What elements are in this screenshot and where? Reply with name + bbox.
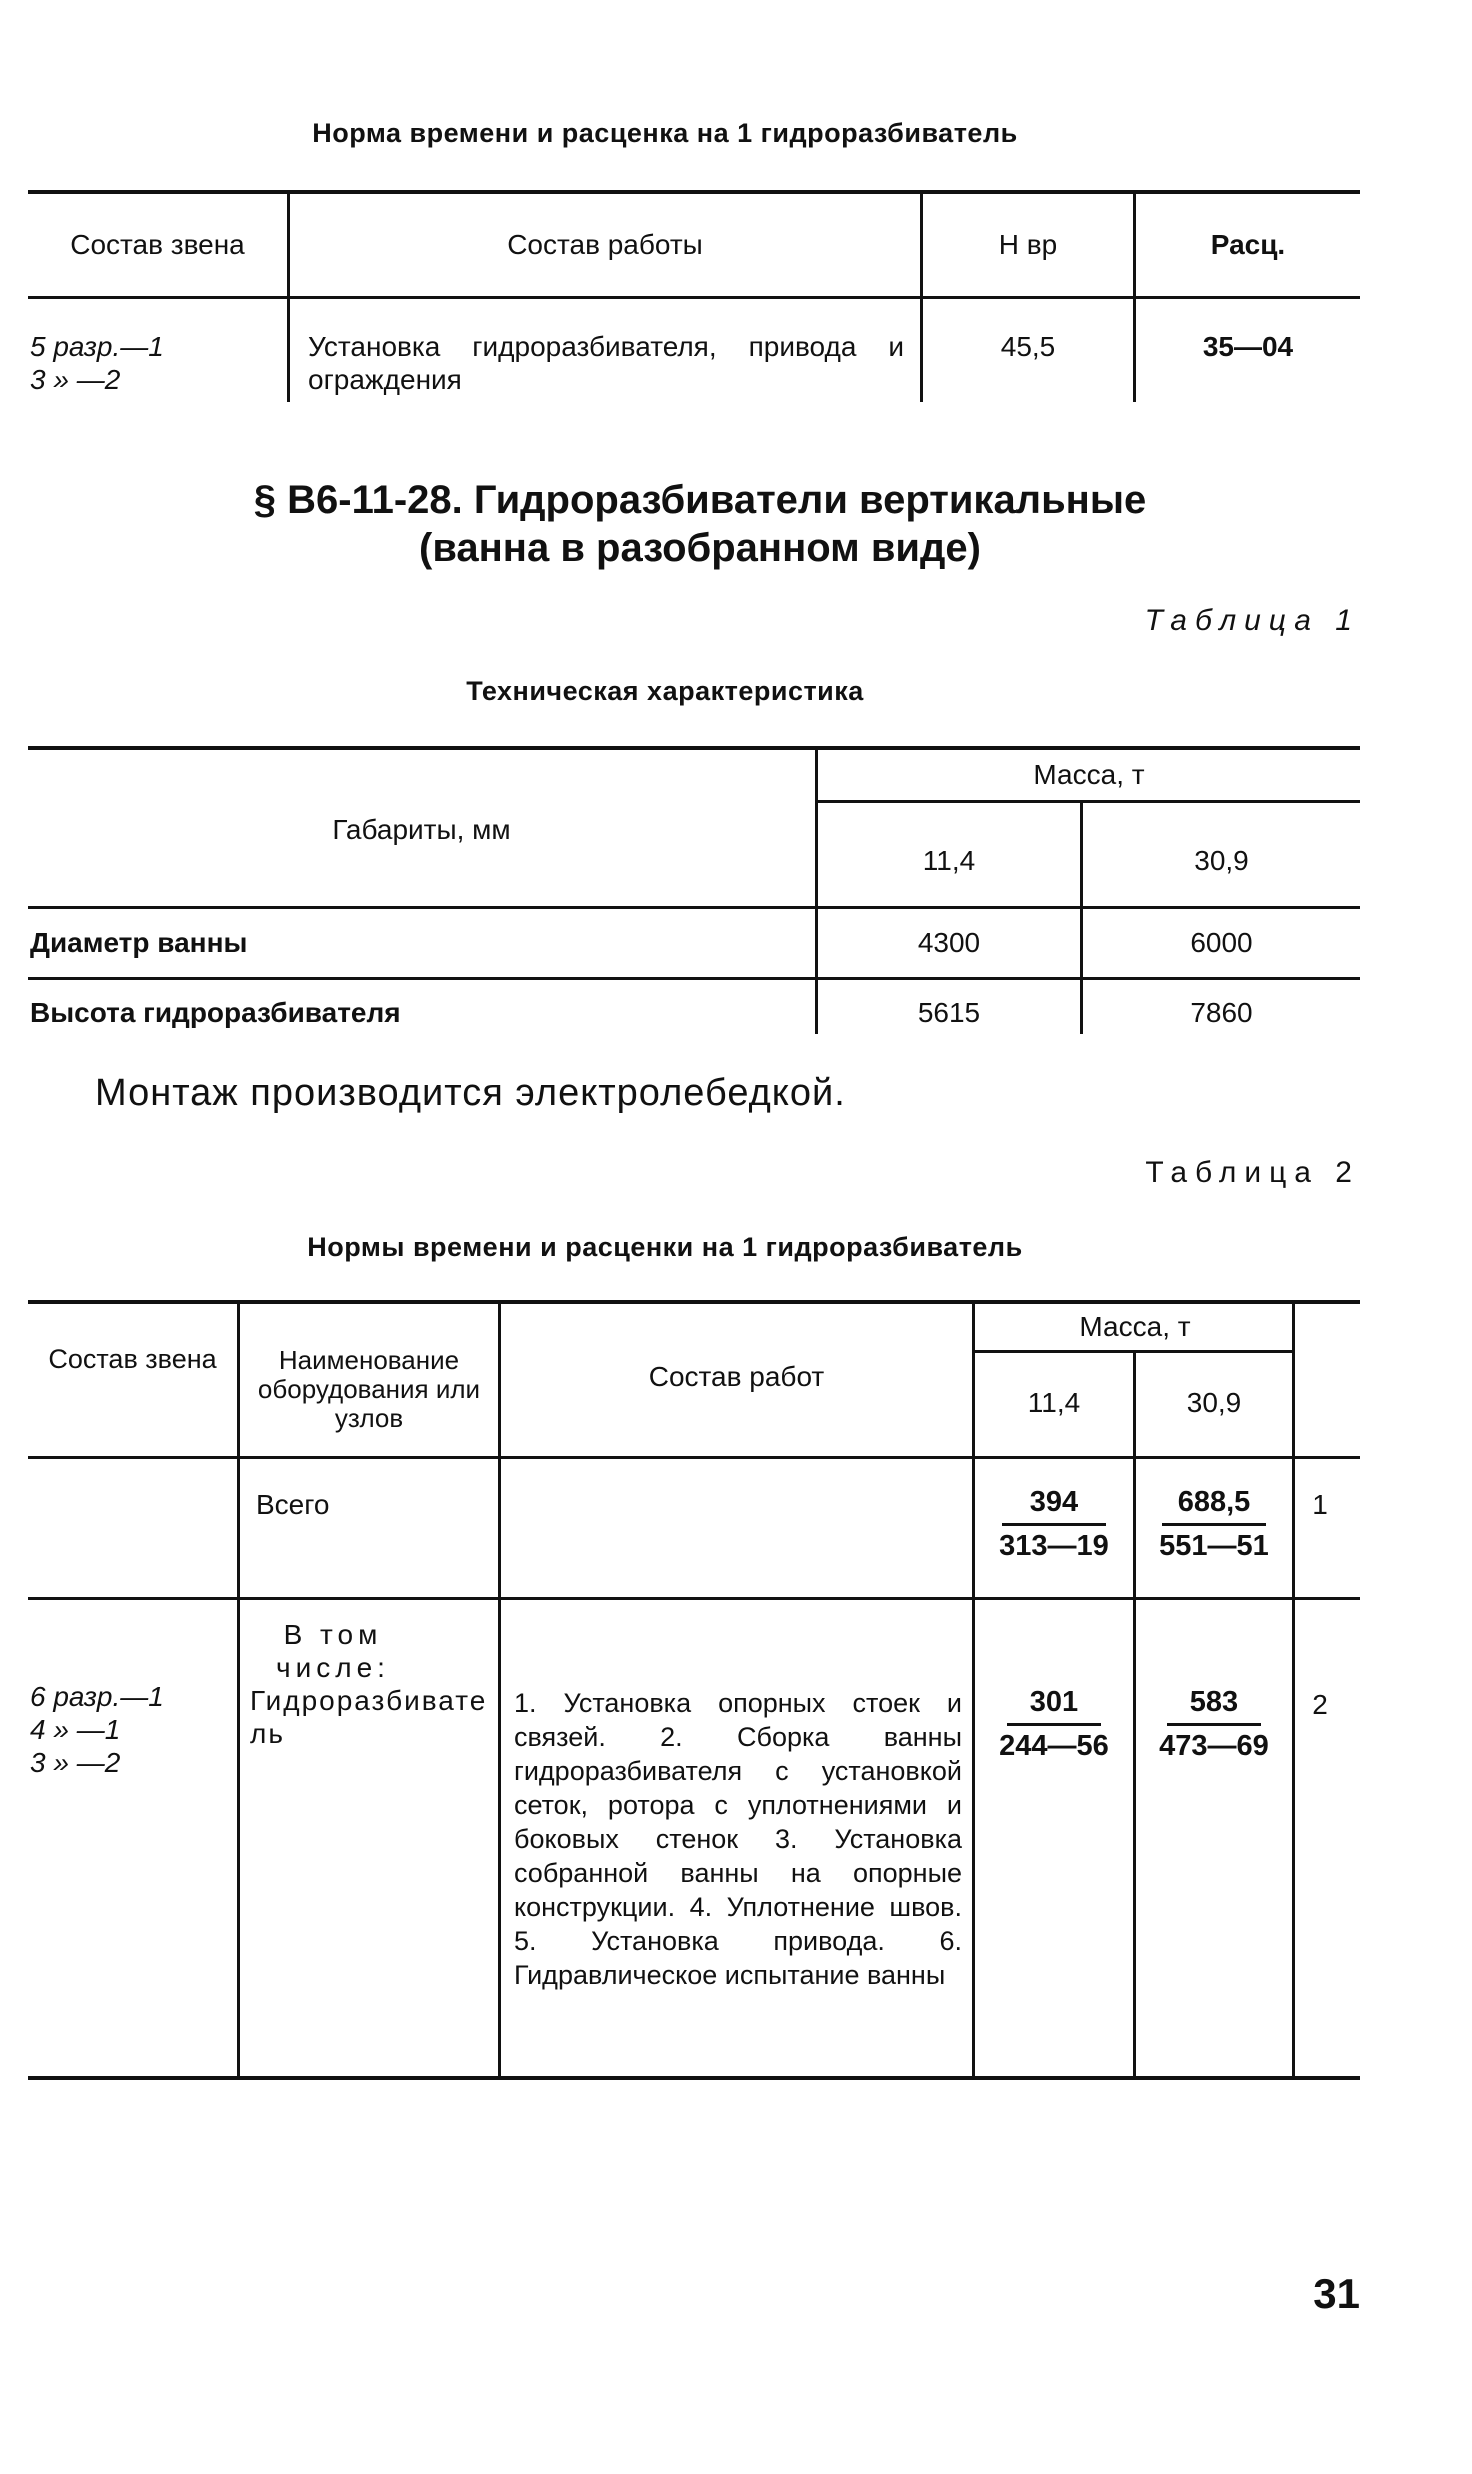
table1-header-m2: 30,9 (1194, 845, 1249, 876)
table0-divider (920, 190, 923, 402)
table1-row-name: Диаметр ванны (30, 927, 248, 958)
fraction-numerator: 394 (1002, 1486, 1106, 1526)
table0-divider (287, 190, 290, 402)
table2-row-value (1136, 1686, 1292, 1763)
table1-row-value: 5615 (917, 997, 981, 1028)
table1-header-dims: Габариты, мм (332, 814, 511, 845)
fraction-numerator: 583 (1167, 1686, 1261, 1726)
table0-rate: 35—04 (1202, 331, 1294, 362)
table1-mass-rule (818, 800, 1360, 803)
table0-header-rate: Расц. (1210, 229, 1286, 260)
fraction-denominator: 473—69 (1159, 1730, 1269, 1762)
table0-top-rule (28, 190, 1360, 194)
table1-header-mass: Масса, т (1033, 759, 1145, 790)
table0-crew (30, 330, 280, 396)
table1-label: Таблица 1 (1144, 604, 1360, 637)
table1-top-rule (28, 746, 1360, 750)
table2-row-equipment: Всего (256, 1489, 330, 1520)
table2-divider (498, 1300, 501, 2078)
fraction-numerator: 301 (1007, 1686, 1101, 1726)
table2-row-value (975, 1486, 1133, 1563)
table2-top-rule (28, 1300, 1360, 1304)
table0-caption: Норма времени и расценка на 1 гидроразбиватель (312, 118, 1018, 148)
section-title-line: (ванна в разобранном виде) (419, 526, 981, 570)
table1-row-value: 4300 (917, 927, 981, 958)
crew-line: 5 разр.—1 (30, 331, 164, 362)
table0-work: Установка гидроразбивателя, привода и ограждения (308, 331, 904, 395)
table2-row-index: 2 (1312, 1689, 1328, 1720)
table2-row-value (975, 1686, 1133, 1763)
table2-divider (237, 1300, 240, 2078)
table2-row-value (1136, 1486, 1292, 1563)
table0-header-work: Состав работы (507, 229, 703, 260)
table1-row-value: 7860 (1190, 997, 1253, 1028)
table2-bottom-rule (28, 2076, 1360, 2080)
table0-header-crew: Состав звена (70, 229, 245, 260)
crew-line: 4 » —1 (30, 1714, 121, 1745)
table2-header-equipment: Наименование оборудования или узлов (257, 1345, 481, 1433)
table0-divider (1133, 190, 1136, 402)
fraction-numerator: 688,5 (1162, 1486, 1266, 1526)
crew-line: 6 разр.—1 (30, 1681, 164, 1712)
table1-row-rule (28, 977, 1360, 980)
table0-time: 45,5 (1000, 331, 1056, 362)
fraction-denominator: 244—56 (999, 1730, 1109, 1762)
page-number: 31 (1313, 2270, 1360, 2317)
crew-line: 3 » —2 (30, 1747, 121, 1778)
table1-row-value: 6000 (1190, 927, 1253, 958)
fraction-denominator: 551—51 (1159, 1530, 1269, 1562)
table2-label: Таблица 2 (1145, 1156, 1360, 1189)
section-title (100, 476, 1300, 572)
table2-header-mass: Масса, т (1079, 1311, 1191, 1342)
table2-header-crew: Состав звена (48, 1344, 217, 1374)
table2-header-rule (28, 1456, 1360, 1459)
table2-row-equipment: Гидроразбиватель (250, 1685, 488, 1749)
installation-note: Монтаж производится электролебедкой. (95, 1072, 846, 1114)
section-title-line: § В6-11-28. Гидроразбиватели вертикальные (253, 478, 1147, 522)
crew-line: 3 » —2 (30, 364, 121, 395)
table2-caption: Нормы времени и расценки на 1 гидроразбиватель (307, 1232, 1023, 1262)
table1-header-m1: 11,4 (922, 845, 976, 876)
table2-header-m2: 30,9 (1186, 1387, 1242, 1418)
table1-caption: Техническая характеристика (466, 676, 864, 706)
table2-row-index: 1 (1312, 1489, 1328, 1520)
table1-header-rule (28, 906, 1360, 909)
table2-crew (30, 1680, 230, 1779)
table2-row-equipment-prefix: В том числе: (276, 1619, 390, 1683)
table2-row-work: 1. Установка опорных стоек и связей. 2. Сборка ванны гидроразбивателя с установкой сеток, ротора с уплотнениями и боковых стенок 3. Установка собранной ванны на опорные конструкции. 4. Уплотнение швов. 5. Установка привода. 6. Гидравлическое испытание ванны (514, 1688, 962, 1990)
table1-row-name: Высота гидроразбивателя (30, 997, 401, 1028)
table2-header-work: Состав работ (648, 1361, 825, 1392)
fraction-denominator: 313—19 (999, 1530, 1109, 1562)
table0-header-rule (28, 296, 1360, 299)
table2-row-rule (28, 1597, 1360, 1600)
table2-header-m1: 11,4 (1027, 1387, 1081, 1418)
table0-header-time: Н вр (998, 229, 1058, 260)
